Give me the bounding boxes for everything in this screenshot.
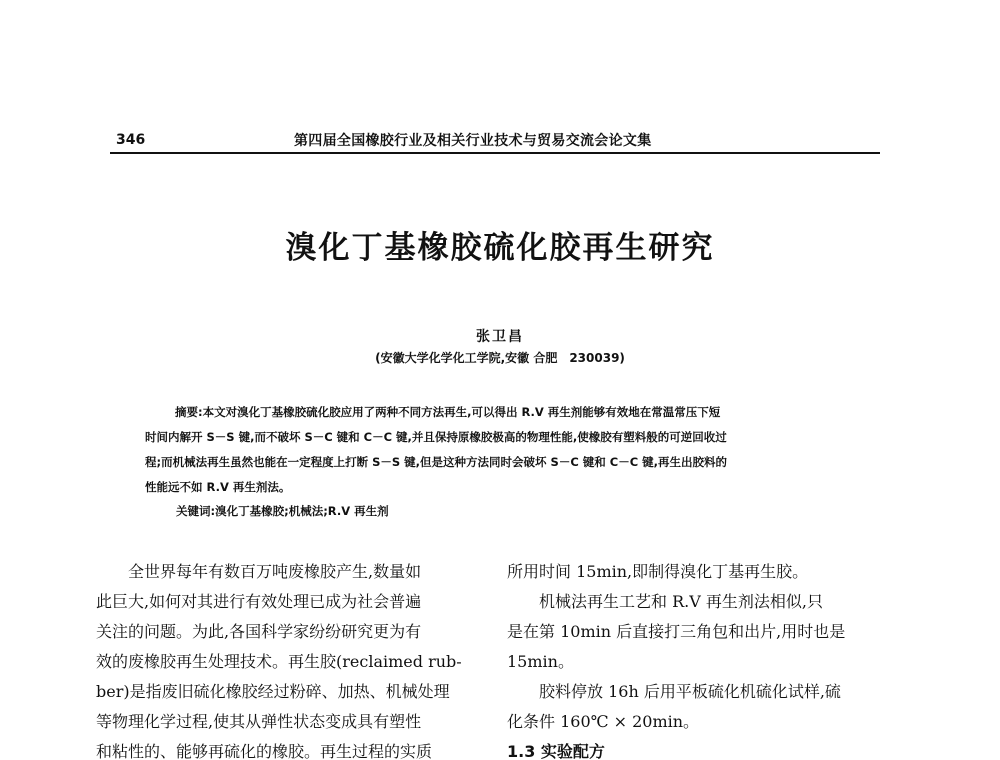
body-line: 机械法再生工艺和 R.V 再生剂法相似,只 xyxy=(539,592,823,611)
paper-title: 溴化丁基橡胶硫化胶再生研究 xyxy=(285,230,715,266)
body-line: 化条件 160℃ × 20min。 xyxy=(507,712,700,731)
body-line: 关注的问题。为此,各国科学家纷纷研究更为有 xyxy=(96,622,422,641)
body-right-column xyxy=(507,557,892,760)
abstract-line: 时间内解开 S－S 键,而不破坏 S－C 键和 C－C 键,并且保持原橡胶极高的物理性能,使橡胶有塑料般的可逆回收过 xyxy=(145,430,727,444)
abstract-line: 性能远不如 R.V 再生剂法。 xyxy=(145,480,291,494)
running-header xyxy=(110,128,878,154)
section-heading: 1.3 实验配方 xyxy=(507,742,605,760)
body-line: 所用时间 15min,即制得溴化丁基再生胶。 xyxy=(507,562,809,581)
body-line: 等物理化学过程,使其从弹性状态变成具有塑性 xyxy=(96,712,422,731)
author-name: 张卫昌 xyxy=(476,329,524,345)
abstract-block xyxy=(145,400,845,500)
body-line: 是在第 10min 后直接打三角包和出片,用时也是 xyxy=(507,622,846,641)
body-line: ber)是指废旧硫化橡胶经过粉碎、加热、机械处理 xyxy=(96,682,450,701)
keywords-line: 关键词:溴化丁基橡胶;机械法;R.V 再生剂 xyxy=(176,504,389,518)
body-line: 全世界每年有数百万吨废橡胶产生,数量如 xyxy=(128,562,422,581)
abstract-line: 程;而机械法再生虽然也能在一定程度上打断 S－S 键,但是这种方法同时会破坏 S－C 键和 C－C 键,再生出胶料的 xyxy=(145,455,728,469)
abstract-line: 摘要:本文对溴化丁基橡胶硫化胶应用了两种不同方法再生,可以得出 R.V 再生剂能够有效地在常温常压下短 xyxy=(175,405,721,419)
body-left-column xyxy=(96,557,481,760)
body-line: 胶料停放 16h 后用平板硫化机硫化试样,硫 xyxy=(539,682,841,701)
page-number: 346 xyxy=(116,132,146,148)
journal-title: 第四届全国橡胶行业及相关行业技术与贸易交流会论文集 xyxy=(294,133,652,149)
body-line: 此巨大,如何对其进行有效处理已成为社会普遍 xyxy=(96,592,422,611)
body-line: 效的废橡胶再生处理技术。再生胶(reclaimed rub- xyxy=(96,652,462,671)
author-affiliation: (安徽大学化学化工学院,安徽 合肥 230039) xyxy=(375,351,625,365)
header-rule xyxy=(110,152,880,154)
body-line: 15min。 xyxy=(507,652,574,671)
body-line: 和粘性的、能够再硫化的橡胶。再生过程的实质 xyxy=(96,742,433,760)
